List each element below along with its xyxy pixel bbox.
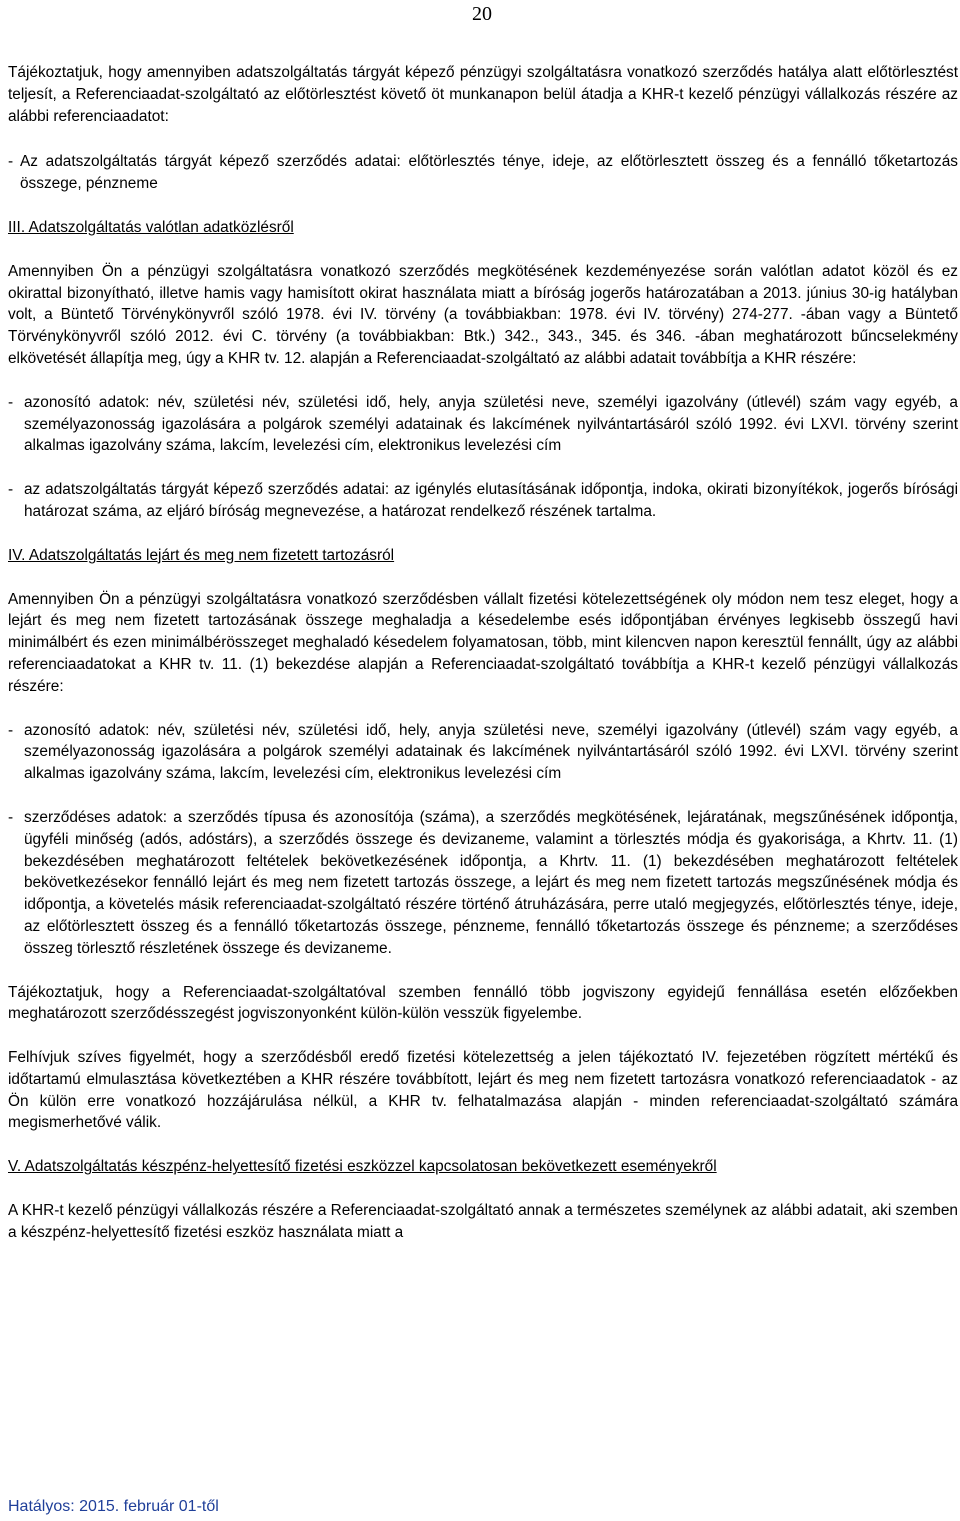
notice-paragraph: Tájékoztatjuk, hogy a Referenciaadat-szolgáltatóval szemben fennálló több jogviszony egyidejű fennállása esetén előzőekben meghatározott szerződésszegést jogviszonyonként külön-külön vesszük figyelembe. xyxy=(8,983,958,1023)
list-item: - az adatszolgáltatás tárgyát képező szerződés adatai: az igénylés elutasításának időpontja, indoka, okirati bizonyítékok, jogerős bírósági határozat száma, az eljáró bíróság megnevezése, a határozat rendelkező részének tartalma. xyxy=(8,479,958,523)
list-item: - azonosító adatok: név, születési név, születési idő, hely, anyja születési neve, személyi igazolvány (útlevél) szám vagy egyéb, a személyazonosság igazolására a polgárok személyi adatainak és lakcímének nyilvántartásáról szóló 1992. évi LXVI. törvény szerint alkalmas igazolvány száma, lakcím, levelezési cím, elektronikus levelezési cím xyxy=(8,392,958,457)
intro-list-item-text: Az adatszolgáltatás tárgyát képező szerződés adatai: előtörlesztés ténye, ideje, az előtörlesztett összeg és a fennálló tőketartozás összege, pénzneme xyxy=(20,153,958,193)
section-4-paragraph: Amennyiben Ön a pénzügyi szolgáltatásra vonatkozó szerződésben vállalt fizetési kötelezettségének oly módon nem tesz eleget, hogy a lejárt és meg nem fizetett tartozásának összege meghaladja a késedelembe esés időpontjában érvényes legkisebb összegű havi minimálbért és ezen minimálbérösszeget meghaladó késedelem folyamatosan, több, mint kilencven napon keresztül fennállt, úgy az alábbi referenciaadatokat a KHR tv. 11. (1) bekezdése alapján a Referenciaadat-szolgáltató továbbítja a KHR-t kezelő pénzügyi vállalkozás részére: xyxy=(8,590,958,695)
page-number: 20 xyxy=(472,3,492,25)
document-body xyxy=(8,62,958,1244)
intro-paragraph: Tájékoztatjuk, hogy amennyiben adatszolgáltatás tárgyát képező pénzügyi szolgáltatásra vonatkozó szerződés hatálya alatt előtörlesztést teljesít, a Referenciaadat-szolgáltató az előtörlesztést követő öt munkanapon belül átadja a KHR-t kezelő pénzügyi vállalkozás részére az alábbi referenciaadatot: xyxy=(8,64,958,125)
list-item-text: azonosító adatok: név, születési név, születési idő, hely, anyja születési neve, személyi igazolvány (útlevél) szám vagy egyéb, a személyazonosság igazolására a polgárok személyi adatainak és lakcímének nyilvántartásáról szóló 1992. évi LXVI. törvény szerint alkalmas igazolvány száma, lakcím, levelezési cím, elektronikus levelezési cím xyxy=(24,721,958,783)
intro-list-item: - Az adatszolgáltatás tárgyát képező szerződés adatai: előtörlesztés ténye, ideje, az előtörlesztett összeg és a fennálló tőketartozás összege, pénzneme xyxy=(8,151,958,195)
section-5-heading: V. Adatszolgáltatás készpénz-helyettesítő fizetési eszközzel kapcsolatosan bekövetkezett eseményekről xyxy=(8,1158,717,1176)
list-item-text: azonosító adatok: név, születési név, születési idő, hely, anyja születési neve, személyi igazolvány (útlevél) szám vagy egyéb, a személyazonosság igazolására a polgárok személyi adatainak és lakcímének nyilvántartásáról szóló 1992. évi LXVI. törvény szerint alkalmas igazolvány száma, lakcím, levelezési cím, elektronikus levelezési cím xyxy=(24,393,958,455)
list-item: - szerződéses adatok: a szerződés típusa és azonosítója (száma), a szerződés megkötésének, lejáratának, megszűnésének időpontja, ügyféli minőség (adós, adóstárs), a szerződés összege és devizaneme, valamint a törlesztés módja és gyakorisága, a Khrtv. 11. (1) bekezdésében meghatározott feltételek bekövetkezésének időpontja, a Khrtv. 11. (1) bekezdésében meghatározott feltételek bekövetkezésekor fennálló lejárt és meg nem fizetett tartozás összege, a lejárt és meg nem fizetett tartozás megszűnésének módja és időpontja, a követelés másik referenciaadat-szolgáltató részére történő átruházására, perre utaló megjegyzés, előtörlesztés ténye, ideje, az előtörlesztett összeg és a fennálló tőketartozás összege, pénzneme, fennálló tőketartozás összege és pénzneme; a szerződéses összeg törlesztő részletének összege és devizaneme. xyxy=(8,807,958,960)
list-item-text: az adatszolgáltatás tárgyát képező szerződés adatai: az igénylés elutasításának időpontja, indoka, okirati bizonyítékok, jogerős bírósági határozat száma, az eljáró bíróság megnevezése, a határozat rendelkező részének tartalma. xyxy=(24,481,958,520)
effective-date-footer: Hatályos: 2015. február 01-től xyxy=(8,1498,219,1515)
section-5-paragraph: A KHR-t kezelő pénzügyi vállalkozás részére a Referenciaadat-szolgáltató annak a természetes személynek az alábbi adatait, aki szemben a készpénz-helyettesítő fizetési eszköz használata miatt a xyxy=(8,1202,958,1241)
list-item: - azonosító adatok: név, születési név, születési idő, hely, anyja születési neve, személyi igazolvány (útlevél) szám vagy egyéb, a személyazonosság igazolására a polgárok személyi adatainak és lakcímének nyilvántartásáról szóló 1992. évi LXVI. törvény szerint alkalmas igazolvány száma, lakcím, levelezési cím, elektronikus levelezési cím xyxy=(8,720,958,785)
section-3-heading: III. Adatszolgáltatás valótlan adatközlésről xyxy=(8,218,294,236)
section-3-paragraph: Amennyiben Ön a pénzügyi szolgáltatásra vonatkozó szerződés megkötésének kezdeményezése során valótlan adatot közöl és ez okirattal bizonyítható, illetve hamis vagy hamisított okirat használata miatt a bíróság jogerõs határozatában a 2013. június 30-ig hatályban volt, a Büntető Törvénykönyvről szóló 1978. évi IV. törvény (a továbbiakban: 1978. évi IV. törvény) 274-277. -ában vagy a Büntető Törvénykönyvről szóló 2012. évi C. törvény (a továbbiakban: Btk.) 342., 343., 345. és 346. -ában meghatározott bűncselekmény elkövetését állapítja meg, úgy a KHR tv. 12. alapján a Referenciaadat-szolgáltató az alábbi adatait továbbítja a KHR részére: xyxy=(8,262,958,367)
section-4-heading: IV. Adatszolgáltatás lejárt és meg nem fizetett tartozásról xyxy=(8,546,395,564)
list-item-text: szerződéses adatok: a szerződés típusa és azonosítója (száma), a szerződés megkötésének, lejáratának, megszűnésének időpontja, ügyféli minőség (adós, adóstárs), a szerződés összege és devizaneme, valamint a törlesztés módja és gyakorisága, a Khrtv. 11. (1) bekezdésében meghatározott feltételek bekövetkezésének időpontja, a Khrtv. 11. (1) bekezdésében meghatározott feltételek bekövetkezésekor fennálló lejárt és meg nem fizetett tartozás összege, a lejárt és meg nem fizetett tartozás megszűnésének módja és időpontja, a követelés másik referenciaadat-szolgáltató részére történő átruházására, perre utaló megjegyzés, előtörlesztés ténye, ideje, az előtörlesztett összeg és a fennálló tőketartozás összege, pénzneme, fennálló tőketartozás összege és pénzneme; a szerződéses összeg törlesztő részletének összege és devizaneme. xyxy=(24,808,958,957)
notice-paragraph: Felhívjuk szíves figyelmét, hogy a szerződésből eredő fizetési kötelezettség a jelen tájékoztató IV. fejezetében rögzített mértékű és időtartamú elmulasztása következtében a KHR részére továbbított, lejárt és meg nem fizetett tartozásra vonatkozó referenciaadatok - az Ön külön erre vonatkozó hozzájárulása nélkül, a KHR tv. felhatalmazása alapján - minden referenciaadat-szolgáltató számára megismerhetővé válik. xyxy=(8,1049,958,1132)
